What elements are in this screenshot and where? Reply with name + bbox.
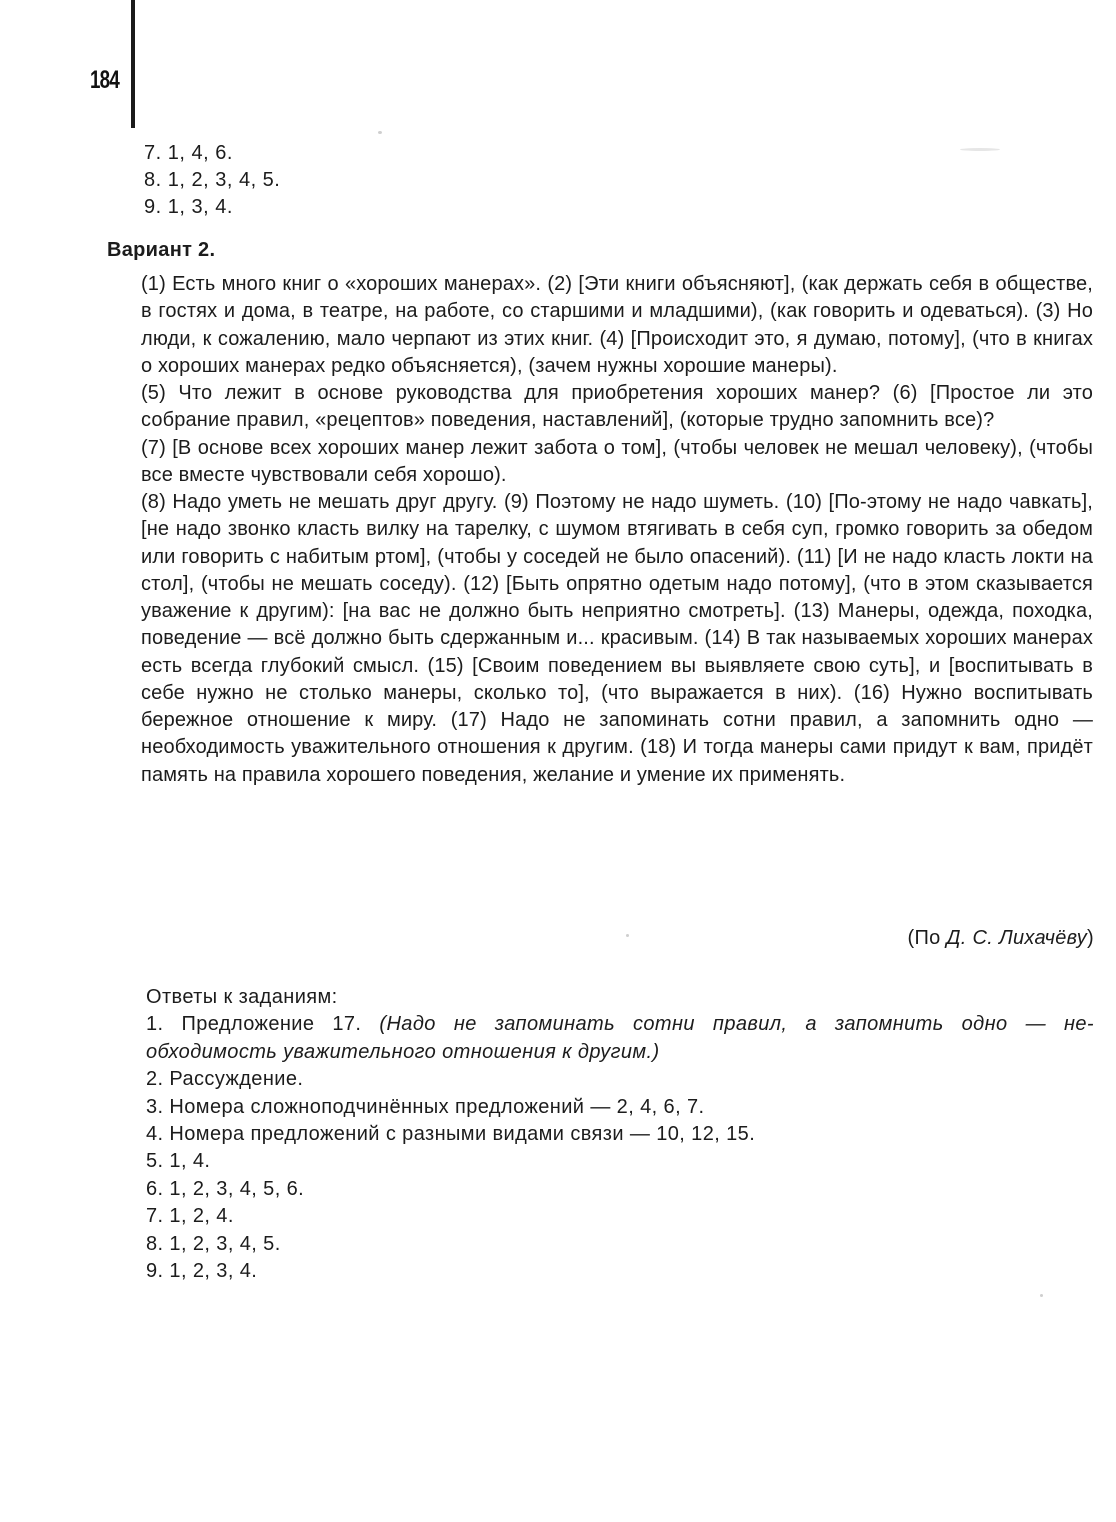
answer-item: 7. 1, 2, 4. bbox=[146, 1205, 234, 1228]
scan-speck bbox=[1040, 1294, 1043, 1297]
answers-section bbox=[146, 984, 1094, 1285]
answer-item: 9. 1, 2, 3, 4. bbox=[146, 1260, 258, 1283]
paragraph: (5) Что лежит в основе руководства для приобретения хороших манер? (6) [Простое ли это собрание правил, «рецептов» поведения, наставлений], (которые трудно запомнить все)? bbox=[141, 382, 1093, 432]
answer-item: 4. Номера предложений с разными видами связи — 10, 12, 15. bbox=[146, 1123, 756, 1146]
answer-item: 2. Рассуждение. bbox=[146, 1068, 304, 1091]
paragraph: (1) Есть много книг о «хороших манерах». (2) [Эти книги объясняют], (как держать себя в обществе, в гостях и дома, в театре, на работе, со старшими и младшими), (как говорить и одеваться). (3) Но люди, к сожалению, мало черпают из этих книг. (4) [Происходит это, я думаю, потому], (что в книгах о хороших манерах редко объясняется), (зачем нужны хорошие манеры). bbox=[141, 273, 1093, 377]
paragraph: (7) [В основе всех хороших манер лежит забота о том], (чтобы человек не мешал человеку), (чтобы все вместе чувствовали себя хорошо). bbox=[141, 436, 1093, 486]
scan-speck bbox=[378, 131, 382, 134]
scan-speck bbox=[626, 934, 629, 937]
answer-item-1-quote-cont: обходимость уважительного отношения к другим.) bbox=[146, 1040, 660, 1063]
page-number: 184 bbox=[90, 66, 120, 94]
paragraph: (8) Надо уметь не мешать друг другу. (9) Поэтому не надо шуметь. (10) [По-этому не надо чавкать], [не надо звонко класть вилку на тарелку, с шумом втягивать в себя суп, громко говорить за обедом или говорить с набитым ртом], (чтобы у соседей не было опасений). (11) [И не надо класть локти на стол], (чтобы не мешать соседу). (12) [Быть опрятно одетым надо потому], (что в этом сказывается уважение к другим): [на вас не должно быть неприятно смотреть]. (13) Манеры, одежда, походка, поведение — всё должно быть сдержанным и... красивым. (14) В так называемых хороших манерах есть всегда глубокий смысл. (15) [Своим поведением вы выявляете свою суть], и [воспитывать в себе нужно не столько манеры, сколько то], (что выражается в них). (16) Нужно воспитывать бережное отношение к миру. (17) Надо не запоминать сотни правил, а запомнить одно — необходимость уважительного отношения к другим. (18) И тогда манеры сами придут к вам, придёт память на правила хорошего поведения, желание и умение их применять. bbox=[141, 491, 1093, 786]
list-item: 9. 1, 3, 4. bbox=[144, 196, 233, 218]
answer-item-1-quote: (Надо не запоминать сотни правил, а запомнить одно — не- bbox=[379, 1013, 1094, 1036]
previous-answers-list bbox=[144, 140, 280, 221]
attribution-suffix: ) bbox=[1087, 927, 1094, 949]
margin-rule bbox=[131, 0, 135, 128]
answer-item: 3. Номера сложноподчинённых предложений — 2, 4, 6, 7. bbox=[146, 1095, 705, 1118]
answer-item-1-label: 1. Предложение 17. bbox=[146, 1013, 380, 1036]
scan-speck bbox=[960, 148, 1000, 151]
source-attribution bbox=[908, 927, 1095, 950]
list-item: 8. 1, 2, 3, 4, 5. bbox=[144, 169, 281, 191]
attribution-author: Д. С. Лихачёву bbox=[946, 927, 1088, 949]
answers-heading: Ответы к заданиям: bbox=[146, 986, 338, 1008]
list-item: 7. 1, 4, 6. bbox=[144, 142, 233, 164]
main-text bbox=[141, 271, 1093, 789]
answer-item: 6. 1, 2, 3, 4, 5, 6. bbox=[146, 1177, 305, 1200]
attribution-prefix: (По bbox=[907, 927, 947, 949]
variant-title: Вариант 2. bbox=[107, 239, 216, 261]
answer-item-1 bbox=[146, 1011, 1094, 1038]
answer-item: 8. 1, 2, 3, 4, 5. bbox=[146, 1232, 281, 1255]
answer-item: 5. 1, 4. bbox=[146, 1150, 211, 1173]
